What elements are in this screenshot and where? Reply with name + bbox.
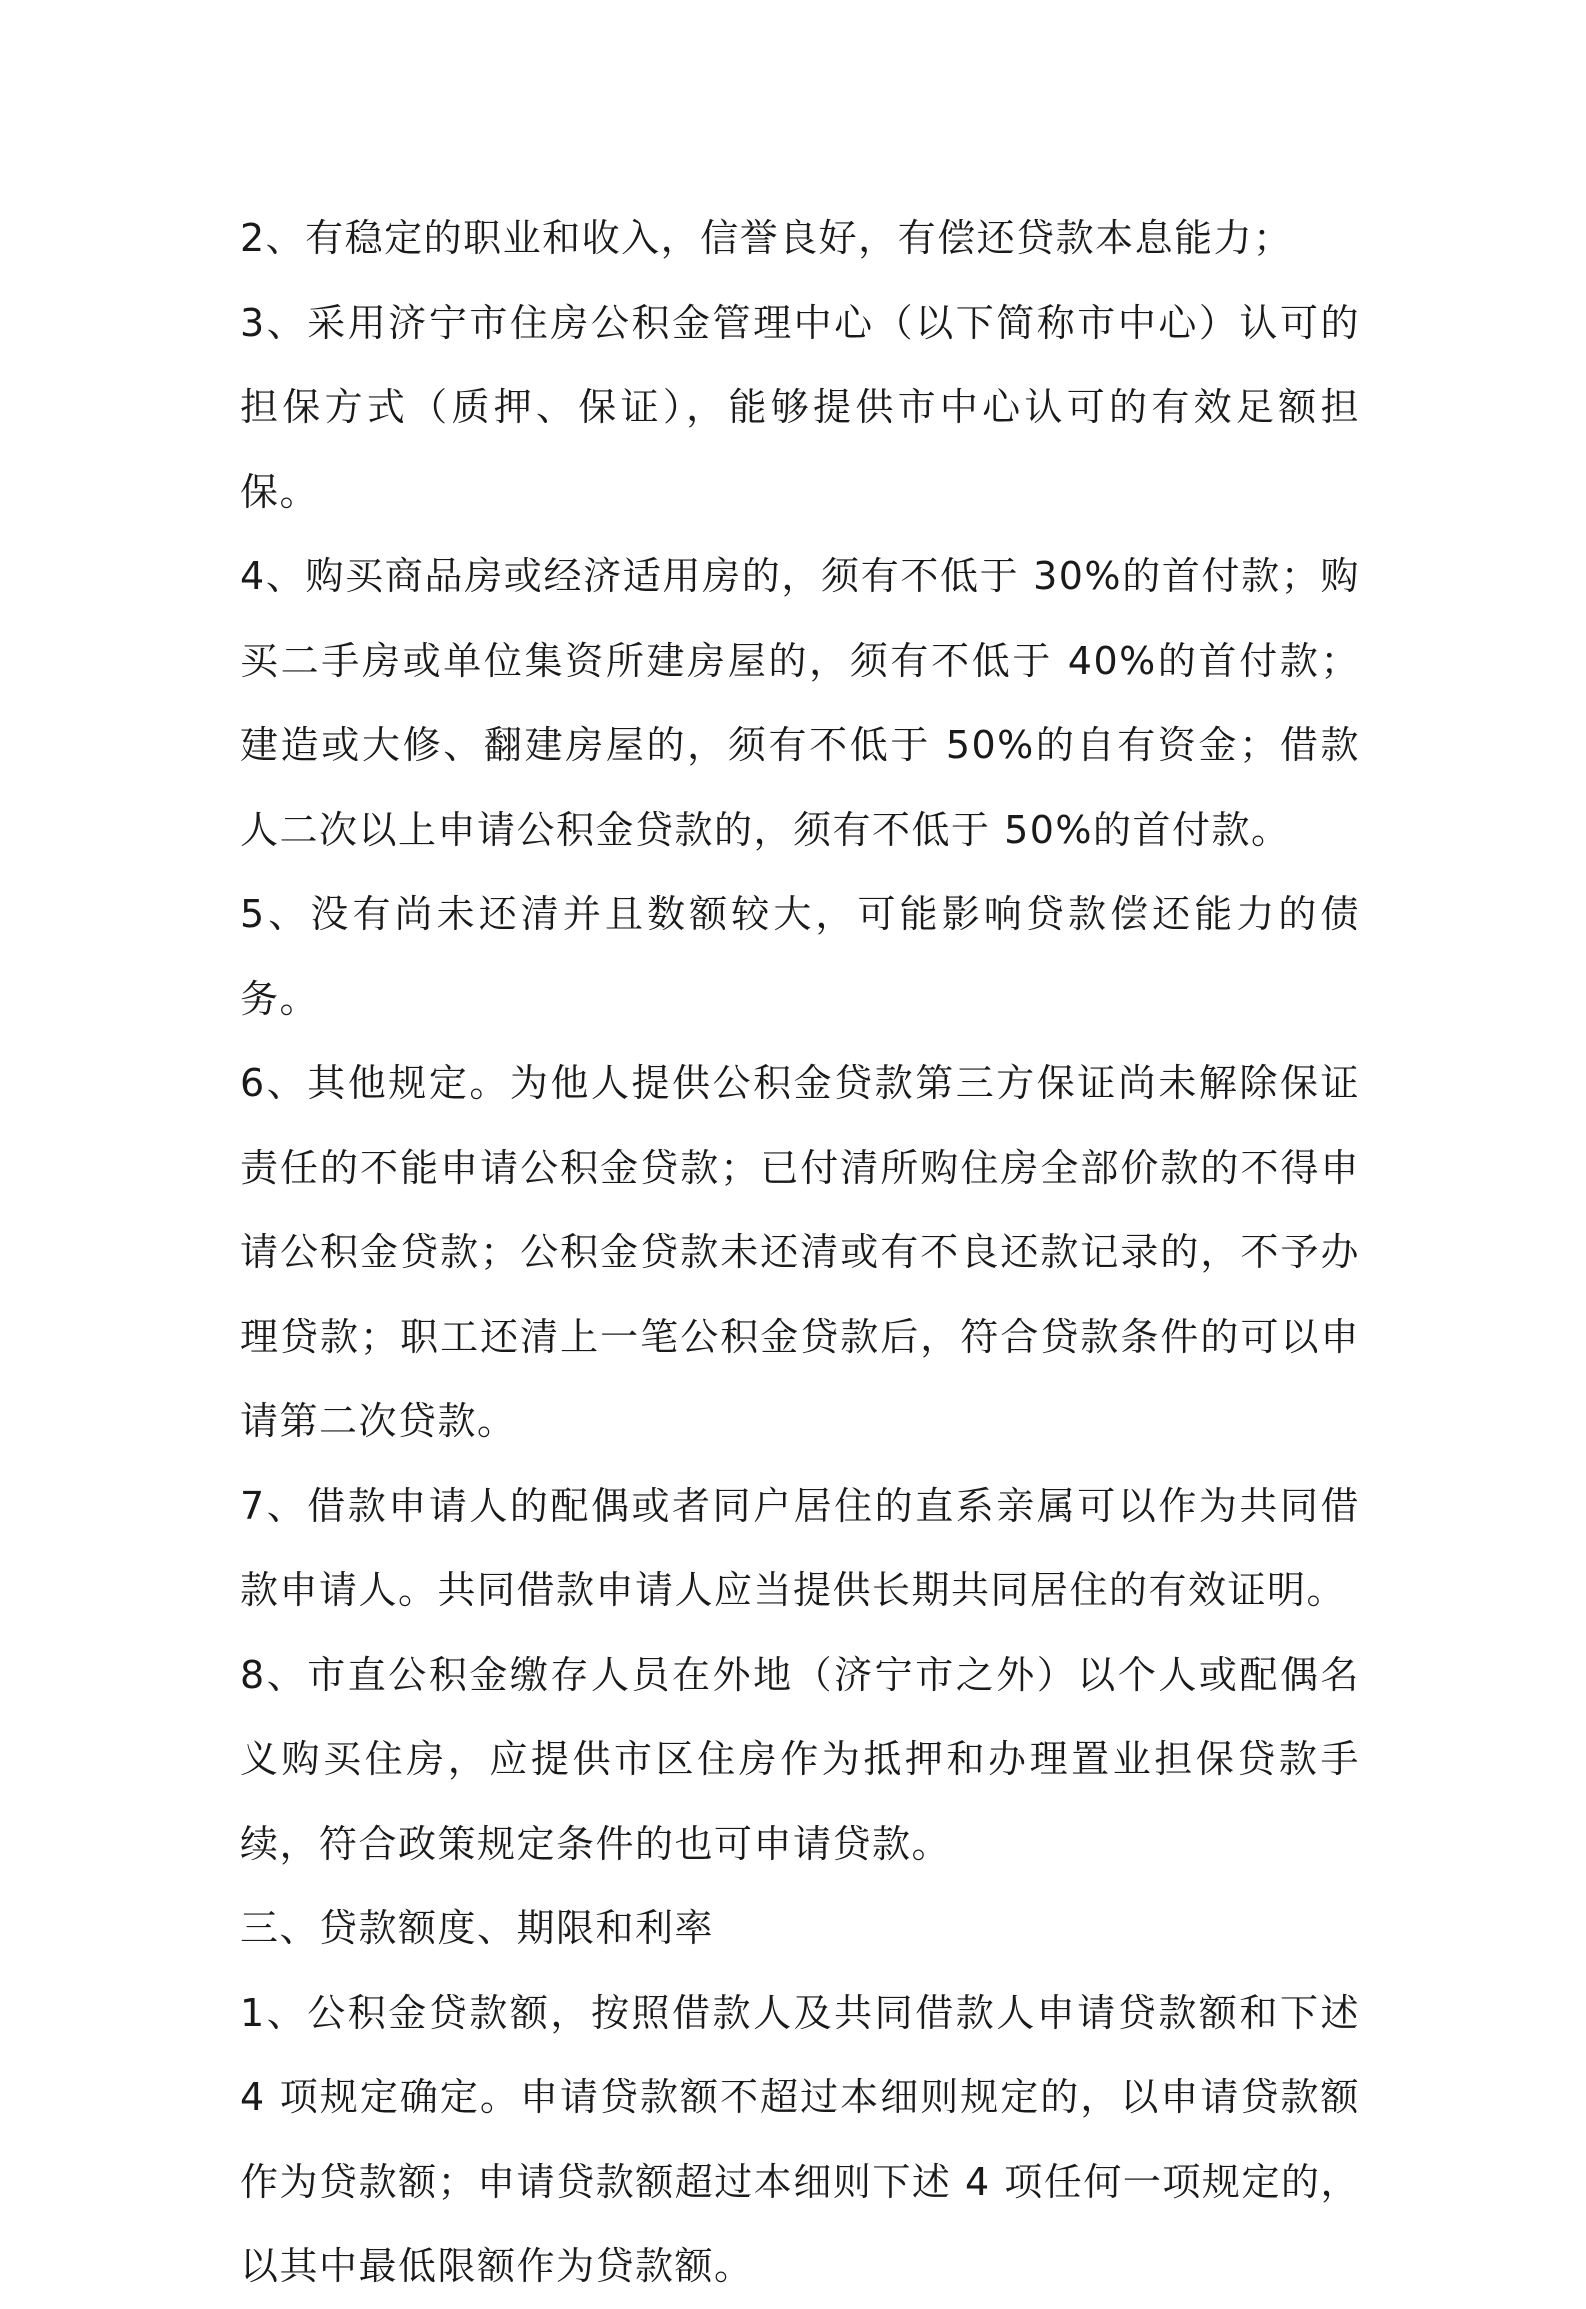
paragraph-item-8: 8、市直公积金缴存人员在外地（济宁市之外）以个人或配偶名义购买住房，应提供市区住房作为抵押和办理置业担保贷款手续，符合政策规定条件的也可申请贷款。 xyxy=(240,1652,1360,1866)
paragraph-item-5: 5、没有尚未还清并且数额较大，可能影响贷款偿还能力的债务。 xyxy=(240,892,1360,1021)
paragraph-item-7: 7、借款申请人的配偶或者同户居住的直系亲属可以作为共同借款申请人。共同借款申请人应当提供长期共同居住的有效证明。 xyxy=(240,1483,1360,1612)
paragraph-item-1: 1、公积金贷款额，按照借款人及共同借款人申请贷款额和下述 4 项规定确定。申请贷款额不超过本细则规定的，以申请贷款额作为贷款额；申请贷款额超过本细则下述 4 项任何一项规定的，以其中最低限额作为贷款额。 xyxy=(240,1990,1360,2288)
paragraph-item-4: 4、购买商品房或经济适用房的，须有不低于 30%的首付款；购买二手房或单位集资所建房屋的，须有不低于 40%的首付款；建造或大修、翻建房屋的，须有不低于 50%的自有资金；借款人二次以上申请公积金贷款的，须有不低于 50%的首付款。 xyxy=(240,554,1360,852)
paragraph-item-3: 3、采用济宁市住房公积金管理中心（以下简称市中心）认可的担保方式（质押、保证），能够提供市中心认可的有效足额担保。 xyxy=(240,300,1360,514)
document-body xyxy=(240,196,1360,2309)
paragraph-item-2: 2、有稳定的职业和收入，信誉良好，有偿还贷款本息能力； xyxy=(240,216,1293,260)
section-heading: 三、贷款额度、期限和利率 xyxy=(240,1906,715,1950)
paragraph-item-6: 6、其他规定。为他人提供公积金贷款第三方保证尚未解除保证责任的不能申请公积金贷款；已付清所购住房全部价款的不得申请公积金贷款；公积金贷款未还清或有不良还款记录的，不予办理贷款；职工还清上一笔公积金贷款后，符合贷款条件的可以申请第二次贷款。 xyxy=(240,1061,1360,1443)
